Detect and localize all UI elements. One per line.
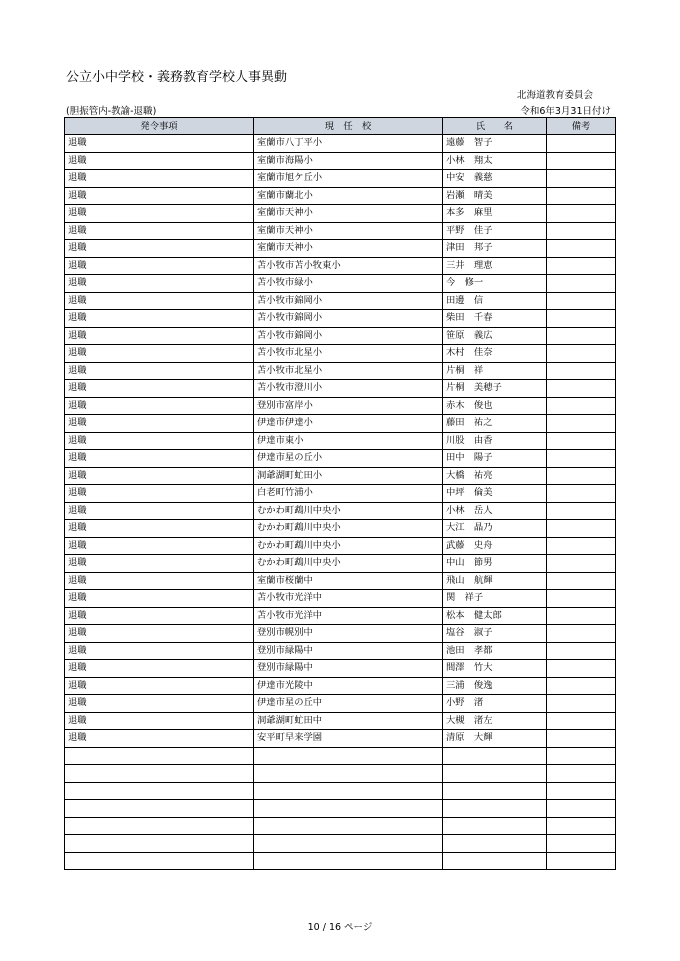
cell-school: 安平町早来学園: [254, 730, 443, 748]
cell-name: 田邊 信: [443, 292, 547, 310]
cell-action: [65, 817, 254, 835]
cell-remarks: [547, 730, 616, 748]
cell-remarks: [547, 205, 616, 223]
cell-action: 退職: [65, 730, 254, 748]
cell-remarks: [547, 590, 616, 608]
cell-action: 退職: [65, 502, 254, 520]
cell-school: むかわ町鵡川中央小: [254, 555, 443, 573]
effective-date: 令和6年3月31日付け: [520, 106, 611, 117]
cell-name: 三浦 俊逸: [443, 677, 547, 695]
cell-action: 退職: [65, 642, 254, 660]
cell-action: 退職: [65, 380, 254, 398]
cell-name: 片桐 祥: [443, 362, 547, 380]
table-row: [65, 310, 616, 328]
cell-name: 関 祥子: [443, 590, 547, 608]
cell-name: [443, 747, 547, 765]
cell-name: [443, 782, 547, 800]
cell-name: 小野 渚: [443, 695, 547, 713]
table-row: [65, 415, 616, 433]
cell-remarks: [547, 642, 616, 660]
cell-action: 退職: [65, 467, 254, 485]
cell-remarks: [547, 187, 616, 205]
cell-name: 藤田 祐之: [443, 415, 547, 433]
cell-name: 平野 佳子: [443, 222, 547, 240]
cell-school: 苫小牧市北星小: [254, 362, 443, 380]
cell-school: 室蘭市八丁平小: [254, 135, 443, 153]
column-header-school: 現 任 校: [254, 118, 443, 135]
cell-action: 退職: [65, 345, 254, 363]
cell-remarks: [547, 660, 616, 678]
cell-name: 笹原 義広: [443, 327, 547, 345]
cell-action: 退職: [65, 170, 254, 188]
cell-school: むかわ町鵡川中央小: [254, 537, 443, 555]
cell-remarks: [547, 362, 616, 380]
table-row: [65, 800, 616, 818]
cell-school: 苫小牧市緑小: [254, 275, 443, 293]
cell-action: 退職: [65, 712, 254, 730]
column-header-remarks: 備考: [547, 118, 616, 135]
cell-action: 退職: [65, 135, 254, 153]
cell-action: 退職: [65, 520, 254, 538]
page-title: 公立小中学校・義務教育学校人事異動: [66, 70, 288, 85]
table-row: [65, 660, 616, 678]
cell-name: 遠藤 智子: [443, 135, 547, 153]
table-row: [65, 642, 616, 660]
cell-remarks: [547, 135, 616, 153]
cell-name: 中安 義慈: [443, 170, 547, 188]
cell-school: 苫小牧市錦岡小: [254, 292, 443, 310]
table-row: [65, 205, 616, 223]
cell-action: 退職: [65, 222, 254, 240]
cell-remarks: [547, 380, 616, 398]
cell-school: 洞爺湖町虻田中: [254, 712, 443, 730]
cell-action: 退職: [65, 152, 254, 170]
cell-remarks: [547, 607, 616, 625]
cell-name: 片桐 美穂子: [443, 380, 547, 398]
cell-remarks: [547, 537, 616, 555]
cell-school: 登別市幌別中: [254, 625, 443, 643]
issuing-organization: 北海道教育委員会: [516, 90, 593, 101]
table-row: [65, 817, 616, 835]
cell-name: 木村 佳奈: [443, 345, 547, 363]
cell-remarks: [547, 257, 616, 275]
table-row: [65, 607, 616, 625]
page-number: 10 / 16 ページ: [307, 922, 373, 933]
table-row: [65, 590, 616, 608]
cell-school: 登別市緑陽中: [254, 660, 443, 678]
cell-action: 退職: [65, 695, 254, 713]
cell-remarks: [547, 152, 616, 170]
cell-name: 間澤 竹大: [443, 660, 547, 678]
cell-action: [65, 782, 254, 800]
cell-action: 退職: [65, 292, 254, 310]
cell-school: 室蘭市天神小: [254, 222, 443, 240]
cell-name: 武藤 史舟: [443, 537, 547, 555]
cell-school: 室蘭市海陽小: [254, 152, 443, 170]
table-row: [65, 170, 616, 188]
cell-name: 清原 大輝: [443, 730, 547, 748]
cell-school: 苫小牧市錦岡小: [254, 310, 443, 328]
scope-label: (胆振管内-教諭-退職): [66, 106, 157, 117]
cell-school: むかわ町鵡川中央小: [254, 520, 443, 538]
cell-school: [254, 782, 443, 800]
cell-remarks: [547, 292, 616, 310]
cell-name: 赤木 俊也: [443, 397, 547, 415]
cell-remarks: [547, 765, 616, 783]
cell-school: 苫小牧市錦岡小: [254, 327, 443, 345]
cell-name: 田中 陽子: [443, 450, 547, 468]
table-row: [65, 782, 616, 800]
table-row: [65, 537, 616, 555]
cell-remarks: [547, 625, 616, 643]
table-row: [65, 362, 616, 380]
cell-remarks: [547, 485, 616, 503]
cell-remarks: [547, 310, 616, 328]
table-row: [65, 222, 616, 240]
cell-name: 津田 邦子: [443, 240, 547, 258]
table-row: [65, 625, 616, 643]
table-row: [65, 765, 616, 783]
cell-action: [65, 765, 254, 783]
cell-school: [254, 852, 443, 870]
cell-school: 苫小牧市光洋中: [254, 590, 443, 608]
cell-remarks: [547, 747, 616, 765]
cell-action: 退職: [65, 607, 254, 625]
cell-school: 苫小牧市澄川小: [254, 380, 443, 398]
cell-remarks: [547, 222, 616, 240]
cell-school: [254, 817, 443, 835]
cell-school: 登別市富岸小: [254, 397, 443, 415]
cell-action: 退職: [65, 555, 254, 573]
cell-action: 退職: [65, 450, 254, 468]
cell-name: 飛山 航輝: [443, 572, 547, 590]
table-row: [65, 520, 616, 538]
cell-school: 伊達市光陵中: [254, 677, 443, 695]
cell-action: 退職: [65, 362, 254, 380]
cell-remarks: [547, 327, 616, 345]
cell-name: 松本 健太郎: [443, 607, 547, 625]
cell-action: 退職: [65, 485, 254, 503]
table-row: [65, 677, 616, 695]
table-row: [65, 695, 616, 713]
table-row: [65, 135, 616, 153]
cell-name: 柴田 千春: [443, 310, 547, 328]
table-row: [65, 257, 616, 275]
cell-school: 室蘭市天神小: [254, 205, 443, 223]
cell-action: 退職: [65, 590, 254, 608]
personnel-table: [64, 117, 616, 870]
cell-action: 退職: [65, 327, 254, 345]
cell-name: [443, 817, 547, 835]
cell-action: 退職: [65, 257, 254, 275]
cell-action: 退職: [65, 660, 254, 678]
cell-remarks: [547, 520, 616, 538]
cell-remarks: [547, 677, 616, 695]
table-row: [65, 467, 616, 485]
table-row: [65, 555, 616, 573]
table-row: [65, 730, 616, 748]
cell-name: [443, 835, 547, 853]
cell-action: 退職: [65, 677, 254, 695]
cell-name: 三井 理恵: [443, 257, 547, 275]
cell-name: 中坪 倫美: [443, 485, 547, 503]
cell-action: 退職: [65, 310, 254, 328]
table-row: [65, 240, 616, 258]
cell-remarks: [547, 345, 616, 363]
cell-name: 小林 翔太: [443, 152, 547, 170]
cell-name: 今 修一: [443, 275, 547, 293]
cell-name: [443, 800, 547, 818]
table-row: [65, 152, 616, 170]
cell-name: 大橋 祐亮: [443, 467, 547, 485]
cell-name: 本多 麻里: [443, 205, 547, 223]
cell-school: 伊達市星の丘中: [254, 695, 443, 713]
cell-school: [254, 765, 443, 783]
cell-name: 塩谷 淑子: [443, 625, 547, 643]
table-row: [65, 450, 616, 468]
cell-action: [65, 852, 254, 870]
cell-school: 登別市緑陽中: [254, 642, 443, 660]
column-header-action: 発令事項: [65, 118, 254, 135]
cell-school: [254, 800, 443, 818]
cell-school: 苫小牧市苫小牧東小: [254, 257, 443, 275]
cell-action: 退職: [65, 537, 254, 555]
cell-name: [443, 852, 547, 870]
table-row: [65, 485, 616, 503]
cell-school: 伊達市星の丘小: [254, 450, 443, 468]
cell-remarks: [547, 432, 616, 450]
table-row: [65, 852, 616, 870]
cell-action: [65, 835, 254, 853]
cell-action: 退職: [65, 397, 254, 415]
table-row: [65, 747, 616, 765]
cell-name: 大江 晶乃: [443, 520, 547, 538]
column-header-name: 氏 名: [443, 118, 547, 135]
cell-remarks: [547, 782, 616, 800]
cell-school: [254, 835, 443, 853]
cell-school: 室蘭市旭ケ丘小: [254, 170, 443, 188]
cell-remarks: [547, 502, 616, 520]
cell-action: 退職: [65, 432, 254, 450]
table-row: [65, 380, 616, 398]
cell-action: 退職: [65, 275, 254, 293]
cell-remarks: [547, 572, 616, 590]
table-row: [65, 712, 616, 730]
cell-school: 室蘭市天神小: [254, 240, 443, 258]
table-row: [65, 187, 616, 205]
cell-remarks: [547, 695, 616, 713]
table-row: [65, 275, 616, 293]
cell-remarks: [547, 240, 616, 258]
cell-name: 岩瀬 晴美: [443, 187, 547, 205]
cell-name: [443, 765, 547, 783]
table-header-row: [65, 118, 616, 135]
cell-action: 退職: [65, 205, 254, 223]
table-row: [65, 835, 616, 853]
cell-school: むかわ町鵡川中央小: [254, 502, 443, 520]
cell-remarks: [547, 467, 616, 485]
cell-name: 小林 岳人: [443, 502, 547, 520]
cell-school: 室蘭市桜蘭中: [254, 572, 443, 590]
cell-remarks: [547, 835, 616, 853]
table-row: [65, 502, 616, 520]
cell-action: 退職: [65, 415, 254, 433]
cell-remarks: [547, 275, 616, 293]
cell-remarks: [547, 170, 616, 188]
cell-remarks: [547, 415, 616, 433]
cell-name: 池田 孝都: [443, 642, 547, 660]
table-row: [65, 327, 616, 345]
cell-action: [65, 800, 254, 818]
cell-action: 退職: [65, 625, 254, 643]
cell-remarks: [547, 712, 616, 730]
cell-school: 伊達市伊達小: [254, 415, 443, 433]
table-row: [65, 432, 616, 450]
table-row: [65, 345, 616, 363]
cell-school: 苫小牧市北星小: [254, 345, 443, 363]
cell-remarks: [547, 817, 616, 835]
cell-action: [65, 747, 254, 765]
cell-remarks: [547, 852, 616, 870]
table-row: [65, 572, 616, 590]
table-row: [65, 397, 616, 415]
cell-school: 洞爺湖町虻田小: [254, 467, 443, 485]
cell-school: 室蘭市蘭北小: [254, 187, 443, 205]
cell-school: 白老町竹浦小: [254, 485, 443, 503]
cell-name: 大槻 渚左: [443, 712, 547, 730]
cell-school: 伊達市東小: [254, 432, 443, 450]
cell-action: 退職: [65, 572, 254, 590]
cell-remarks: [547, 450, 616, 468]
table-row: [65, 292, 616, 310]
cell-remarks: [547, 800, 616, 818]
cell-name: 中山 節男: [443, 555, 547, 573]
cell-action: 退職: [65, 187, 254, 205]
cell-school: 苫小牧市光洋中: [254, 607, 443, 625]
cell-school: [254, 747, 443, 765]
cell-remarks: [547, 555, 616, 573]
cell-action: 退職: [65, 240, 254, 258]
cell-name: 川股 由香: [443, 432, 547, 450]
cell-remarks: [547, 397, 616, 415]
